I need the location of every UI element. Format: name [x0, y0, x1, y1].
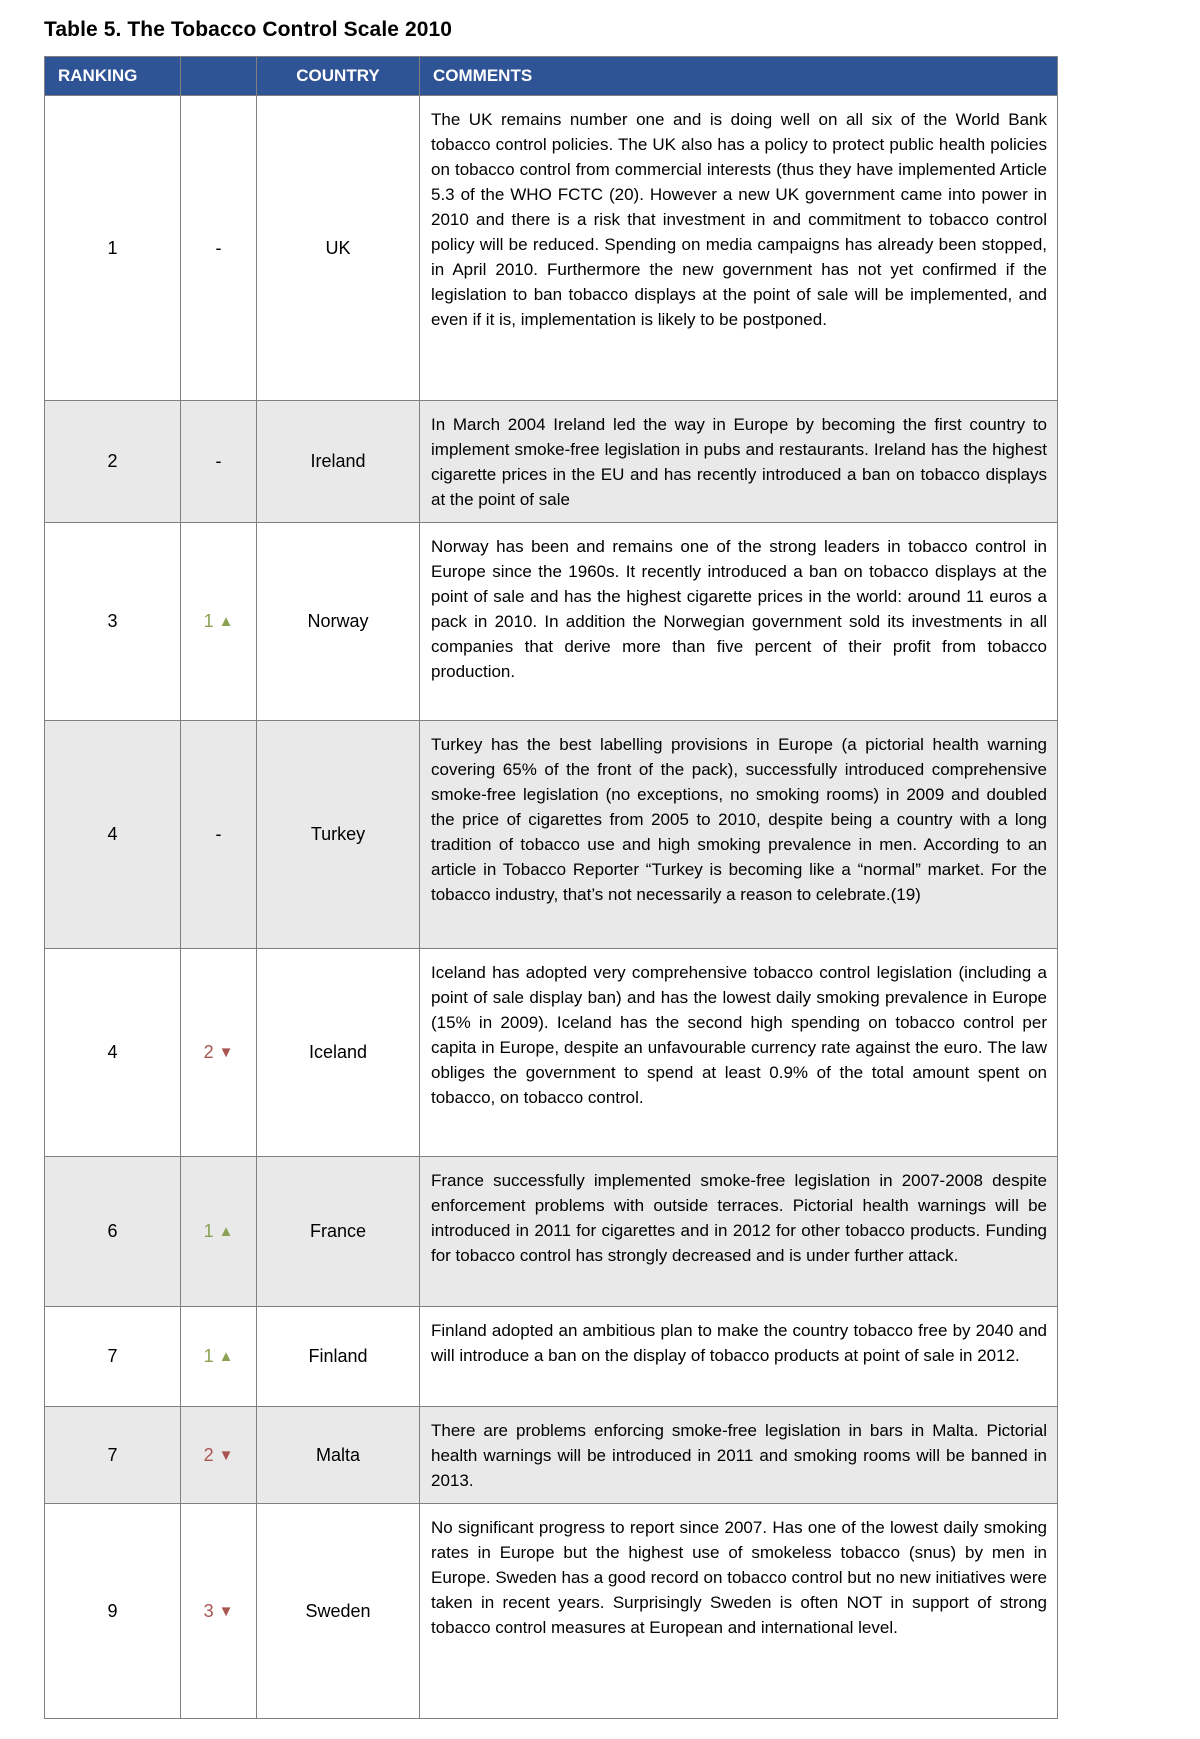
header-country: COUNTRY: [257, 57, 420, 96]
change-cell: [181, 96, 257, 401]
country-name: France: [309, 1221, 367, 1241]
country-name: Iceland: [308, 1042, 368, 1062]
ranking-cell: [45, 1307, 181, 1407]
change-value: 2: [203, 1444, 214, 1465]
ranking-value: 2: [107, 451, 118, 471]
table-header-row: [45, 57, 1058, 96]
change-value: -: [215, 237, 222, 258]
country-name: Sweden: [305, 1600, 371, 1621]
ranking-cell: [45, 1157, 181, 1307]
ranking-value: 4: [107, 824, 118, 844]
table-row: [45, 1307, 1058, 1407]
country-cell: [257, 523, 420, 721]
table-title: Table 5. The Tobacco Control Scale 2010: [44, 18, 453, 41]
change-cell: [181, 1504, 257, 1719]
country-cell: [257, 1307, 420, 1407]
ranking-cell: [45, 949, 181, 1157]
country-name: Malta: [315, 1444, 360, 1465]
change-cell: [181, 523, 257, 721]
rank-down-icon: ▼: [218, 1044, 234, 1061]
country-cell: [257, 949, 420, 1157]
tobacco-control-scale-table: [44, 56, 1058, 1719]
rank-up-icon: ▲: [218, 1223, 234, 1240]
country-cell: [257, 401, 420, 523]
change-indicator: [204, 1445, 234, 1465]
change-indicator: [204, 1042, 234, 1062]
comment-cell: France successfully implemented smoke-free legislation in 2007-2008 despite enforcement problems with outside terraces. Pictorial health warnings will be introduced in 2011 for cigarettes and in 2012 for other tobacco products. Funding for tobacco control has strongly decreased and is under further attack.: [420, 1157, 1058, 1307]
change-cell: [181, 1157, 257, 1307]
rank-down-icon: ▼: [218, 1602, 234, 1620]
country-name: Turkey: [310, 824, 366, 844]
document-page: [44, 0, 1057, 1719]
comment-cell: Norway has been and remains one of the strong leaders in tobacco control in Europe since the 1960s. It recently introduced a ban on tobacco displays at the point of sale and has the highest cigarette prices in the world: around 11 euros a pack in 2010. In addition the Norwegian government sold its investments in all companies that derive more than five percent of their profit from tobacco production.: [420, 523, 1058, 721]
change-indicator: [216, 451, 222, 471]
ranking-value: 7: [107, 1444, 118, 1465]
table-row: [45, 1504, 1058, 1719]
ranking-value: 3: [107, 611, 118, 631]
change-value: 2: [203, 1042, 214, 1062]
table-body: [45, 96, 1058, 1719]
comment-cell: Finland adopted an ambitious plan to make the country tobacco free by 2040 and will introduce a ban on the display of tobacco products at point of sale in 2012.: [420, 1307, 1058, 1407]
change-indicator: [204, 611, 234, 631]
change-cell: [181, 1407, 257, 1504]
header-ranking: RANKING: [45, 57, 181, 96]
ranking-cell: [45, 1407, 181, 1504]
change-value: 1: [203, 611, 214, 631]
ranking-value: 7: [107, 1346, 118, 1366]
change-indicator: [216, 238, 222, 258]
change-indicator: [204, 1601, 234, 1621]
country-cell: [257, 1157, 420, 1307]
rank-down-icon: ▼: [218, 1446, 234, 1464]
comment-cell: Turkey has the best labelling provisions in Europe (a pictorial health warning covering 65% of the front of the pack), successfully introduced comprehensive smoke-free legislation (no exceptions, no smoking rooms) in 2009 and doubled the price of cigarettes from 2005 to 2010, despite being a country with a long tradition of tobacco use and high smoking prevalence in men. According to an article in Tobacco Reporter “Turkey is becoming like a “normal” market. For the tobacco industry, that’s not necessarily a reason to celebrate.(19): [420, 721, 1058, 949]
ranking-value: 1: [107, 237, 118, 258]
country-name: Ireland: [310, 451, 366, 471]
change-value: 1: [203, 1221, 214, 1241]
country-name: UK: [325, 237, 351, 258]
comment-cell: Iceland has adopted very comprehensive tobacco control legislation (including a point of sale display ban) and has the lowest daily smoking prevalence in Europe (15% in 2009). Iceland has the second high spending on tobacco control per capita in Europe, despite an unfavourable currency rate against the euro. The law obliges the government to spend at least 0.9% of the total amount spent on tobacco, on tobacco control.: [420, 949, 1058, 1157]
country-name: Norway: [307, 611, 369, 631]
change-value: -: [215, 451, 222, 471]
ranking-cell: [45, 721, 181, 949]
table-row: [45, 1407, 1058, 1504]
header-change: [181, 57, 257, 96]
country-cell: [257, 721, 420, 949]
change-value: 3: [203, 1600, 214, 1621]
ranking-value: 9: [107, 1600, 118, 1621]
rank-up-icon: ▲: [218, 1348, 234, 1365]
change-cell: [181, 1307, 257, 1407]
change-indicator: [204, 1221, 234, 1241]
ranking-cell: [45, 523, 181, 721]
comment-cell: The UK remains number one and is doing well on all six of the World Bank tobacco control policies. The UK also has a policy to protect public health policies on tobacco control from commercial interests (thus they have implemented Article 5.3 of the WHO FCTC (20). However a new UK government came into power in 2010 and there is a risk that investment in and commitment to tobacco control policy will be reduced. Spending on media campaigns has already been stopped, in April 2010. Furthermore the new government has not yet confirmed if the legislation to ban tobacco displays at the point of sale will be implemented, and even if it is, implementation is likely to be postponed.: [420, 96, 1058, 401]
ranking-cell: [45, 96, 181, 401]
table-row: [45, 1157, 1058, 1307]
ranking-value: 6: [107, 1221, 118, 1241]
table-row: [45, 721, 1058, 949]
change-indicator: [204, 1346, 234, 1366]
country-cell: [257, 1504, 420, 1719]
table-row: [45, 401, 1058, 523]
country-cell: [257, 96, 420, 401]
table-row: [45, 523, 1058, 721]
table-row: [45, 96, 1058, 401]
table-row: [45, 949, 1058, 1157]
change-value: 1: [203, 1346, 214, 1366]
country-name: Finland: [308, 1346, 368, 1366]
comment-cell: There are problems enforcing smoke-free legislation in bars in Malta. Pictorial health warnings will be introduced in 2011 and smoking rooms will be banned in 2013.: [420, 1407, 1058, 1504]
change-value: -: [215, 824, 222, 844]
header-comments: COMMENTS: [420, 57, 1058, 96]
comment-cell: In March 2004 Ireland led the way in Europe by becoming the first country to implement smoke-free legislation in pubs and restaurants. Ireland has the highest cigarette prices in the EU and has recently introduced a ban on tobacco displays at the point of sale: [420, 401, 1058, 523]
rank-up-icon: ▲: [218, 613, 234, 630]
change-indicator: [216, 824, 222, 844]
ranking-cell: [45, 1504, 181, 1719]
change-cell: [181, 401, 257, 523]
change-cell: [181, 721, 257, 949]
country-cell: [257, 1407, 420, 1504]
ranking-value: 4: [107, 1042, 118, 1062]
comment-cell: No significant progress to report since 2007. Has one of the lowest daily smoking rates in Europe but the highest use of smokeless tobacco (snus) by men in Europe. Sweden has a good record on tobacco control but no new initiatives were taken in recent years. Surprisingly Sweden is often NOT in support of strong tobacco control measures at European and international level.: [420, 1504, 1058, 1719]
change-cell: [181, 949, 257, 1157]
ranking-cell: [45, 401, 181, 523]
